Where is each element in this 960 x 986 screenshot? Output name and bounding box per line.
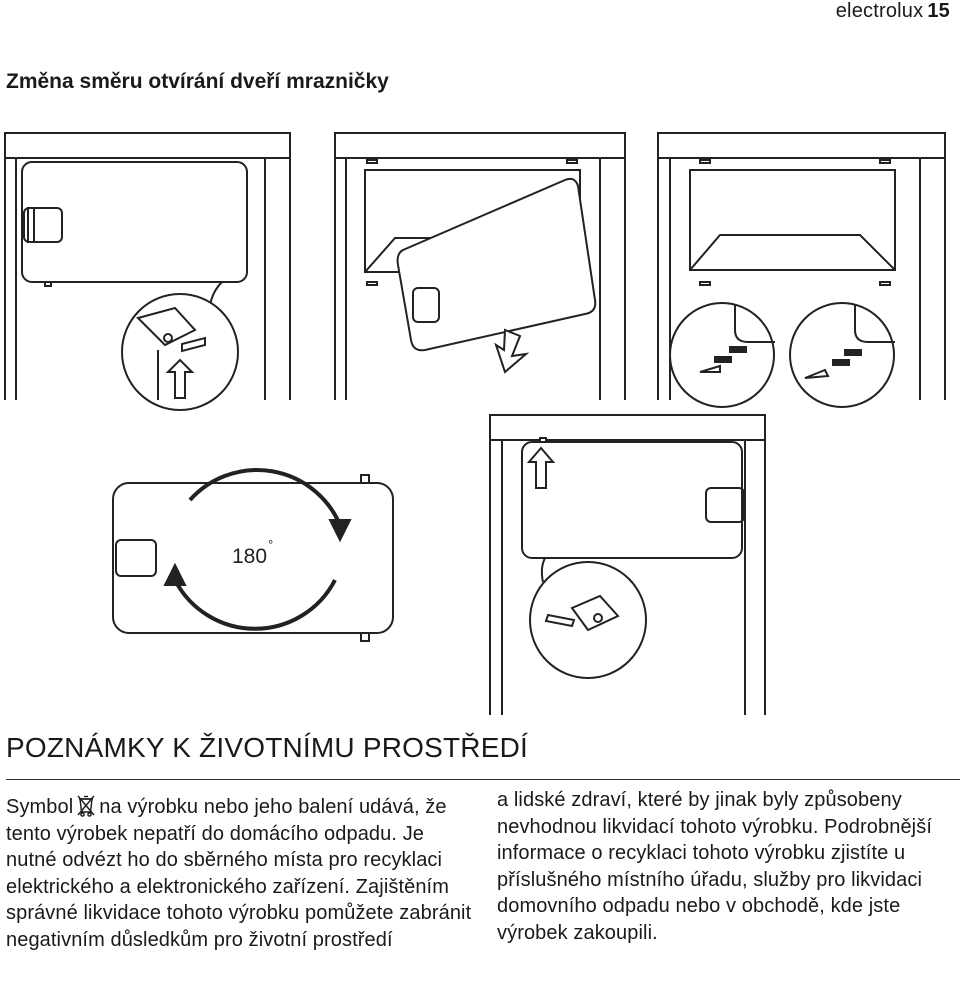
para-rest: na výrobku nebo jeho balení udává, že tento výrobek nepatří do domácího odpadu. Je nutné odvézt ho do sběrného místa pro recyklaci elektrického a elektronického zařízení. Zajištěním správné likvidace tohoto výrobku pomůžete zabránit negativním důsledkům pro životní prostředí xyxy=(6,796,472,951)
panel-step-1 xyxy=(5,133,290,410)
panel-step-4 xyxy=(490,415,765,715)
brand-name: electrolux xyxy=(835,0,924,22)
degree-mark: ° xyxy=(268,537,274,552)
para-start: Symbol xyxy=(6,796,74,818)
environment-text-right: a lidské zdraví, které by jinak byly způsobeny nevhodnou likvidací tohoto výrobku. Podrobnější informace o recyklaci tohoto výrobku zjistíte u příslušného místního úřadu, služby pro likvidaci domovního odpadu nebo v obchodě, kde jste výrobek zakoupili. xyxy=(497,789,932,944)
panel-step-2 xyxy=(335,133,625,400)
panel-step-3 xyxy=(658,133,945,407)
section-title: Změna směru otvírání dveří mrazničky xyxy=(6,70,389,93)
environment-text-left xyxy=(6,794,476,953)
crossed-out-wheelie-bin-icon xyxy=(77,795,95,817)
environment-section-title: POZNÁMKY K ŽIVOTNÍMU PROSTŘEDÍ xyxy=(6,732,528,763)
rotation-label: 180 xyxy=(232,545,268,568)
section-divider xyxy=(6,779,960,780)
page-number: 15 xyxy=(927,0,950,22)
